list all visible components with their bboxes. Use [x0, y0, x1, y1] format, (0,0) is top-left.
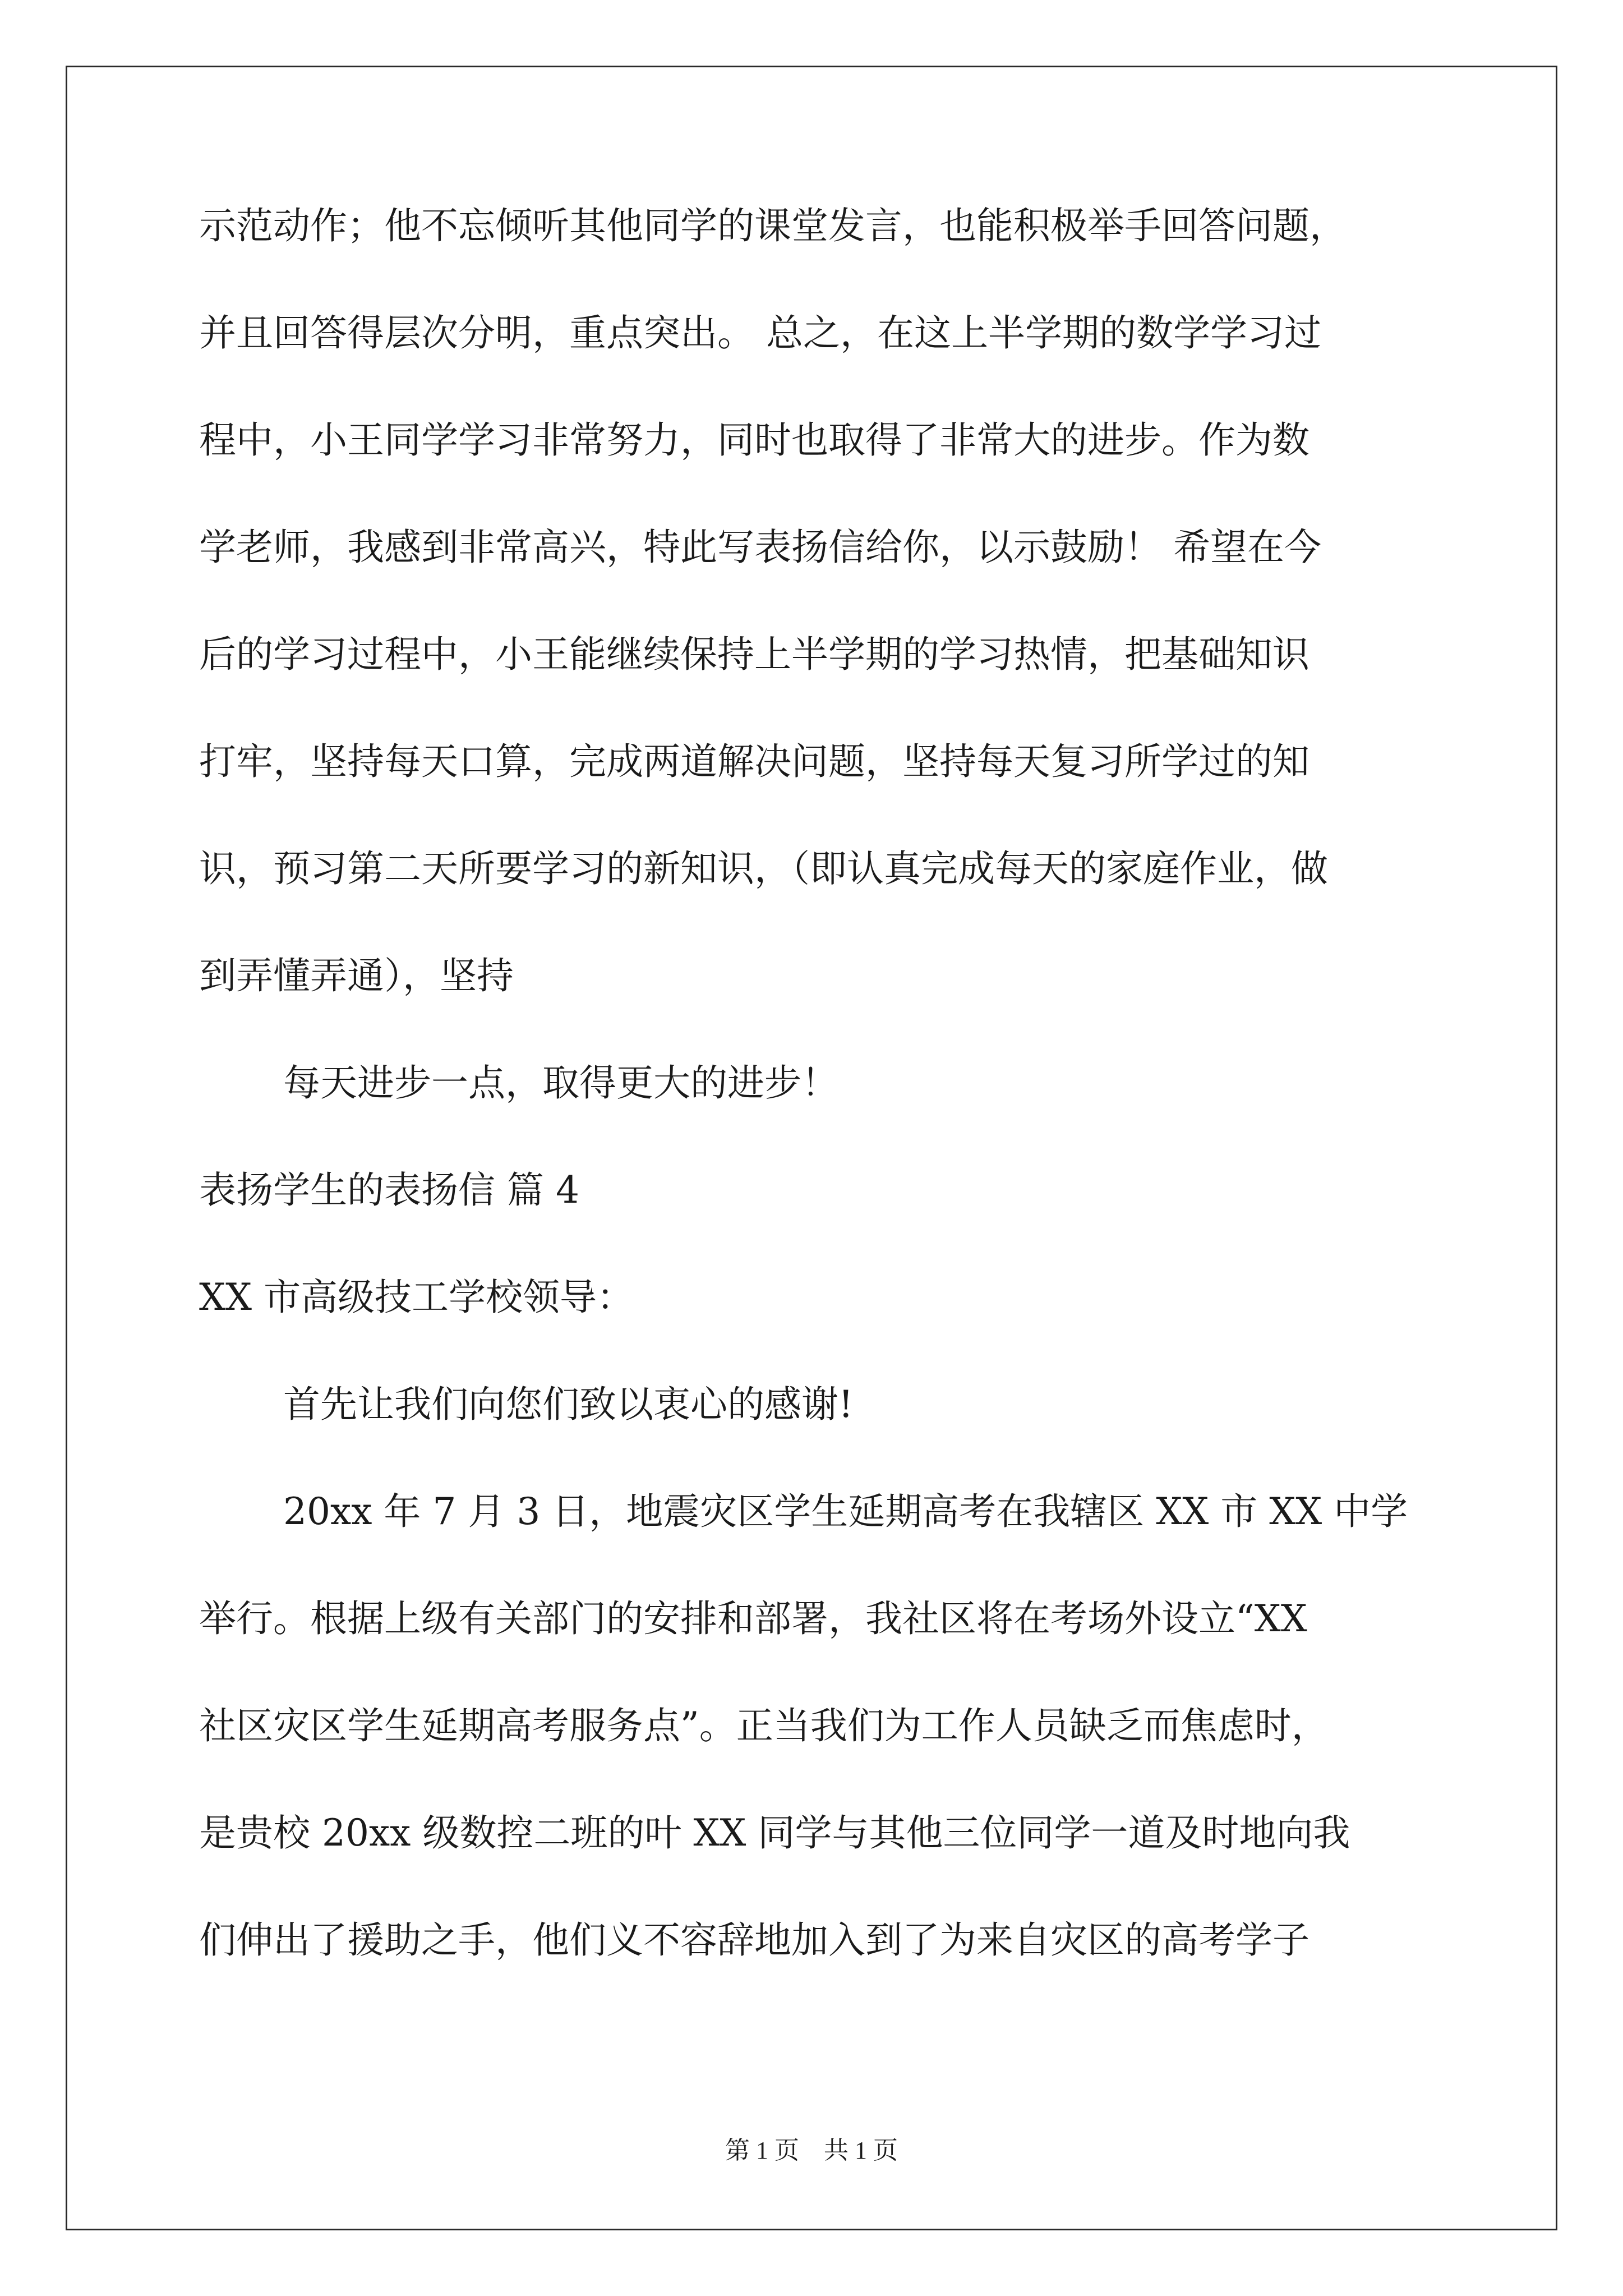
- text-line-15: 社区灾区学生延期高考服务点”。正当我们为工作人员缺乏而焦虑时，: [199, 1704, 1329, 1747]
- text-line-7: 识，预习第二天所要学习的新知识，（即认真完成每天的家庭作业，做: [199, 847, 1328, 890]
- text-line-13: 20xx 年 7 月 3 日，地震灾区学生延期高考在我辖区 XX 市 XX 中学: [283, 1490, 1408, 1533]
- text-line-17: 们伸出了援助之手，他们义不容辞地加入到了为来自灾区的高考学子: [199, 1918, 1310, 1962]
- text-line-5: 后的学习过程中，小王能继续保持上半学期的学习热情，把基础知识: [199, 633, 1310, 676]
- text-line-16: 是贵校 20xx 级数控二班的叶 XX 同学与其他三位同学一道及时地向我: [199, 1811, 1350, 1855]
- text-line-4: 学老师，我感到非常高兴，特此写表扬信给你，以示鼓励！ 希望在今: [199, 526, 1321, 569]
- page-number-footer: 第 1 页 共 1 页: [725, 2137, 898, 2164]
- text-line-3: 程中，小王同学学习非常努力，同时也取得了非常大的进步。作为数: [199, 418, 1310, 462]
- section-heading: 表扬学生的表扬信 篇 4: [199, 1168, 579, 1212]
- text-line-12: 首先让我们向您们致以衷心的感谢!: [283, 1383, 854, 1426]
- paragraph-closing-line: 每天进步一点，取得更大的进步！: [283, 1061, 838, 1105]
- text-line-14: 举行。根据上级有关部门的安排和部署，我社区将在考场外设立“XX: [199, 1597, 1307, 1640]
- page-border: [66, 66, 1557, 2230]
- text-line-8: 到弄懂弄通），坚持: [199, 954, 514, 997]
- letter-salutation: XX 市高级技工学校领导：: [199, 1276, 634, 1319]
- text-line-2: 并且回答得层次分明，重点突出。 总之，在这上半学期的数学学习过: [199, 311, 1321, 355]
- text-line-6: 打牢，坚持每天口算，完成两道解决问题，坚持每天复习所学过的知: [199, 740, 1310, 783]
- text-line-1: 示范动作；他不忘倾听其他同学的课堂发言，也能积极举手回答问题，: [199, 204, 1347, 247]
